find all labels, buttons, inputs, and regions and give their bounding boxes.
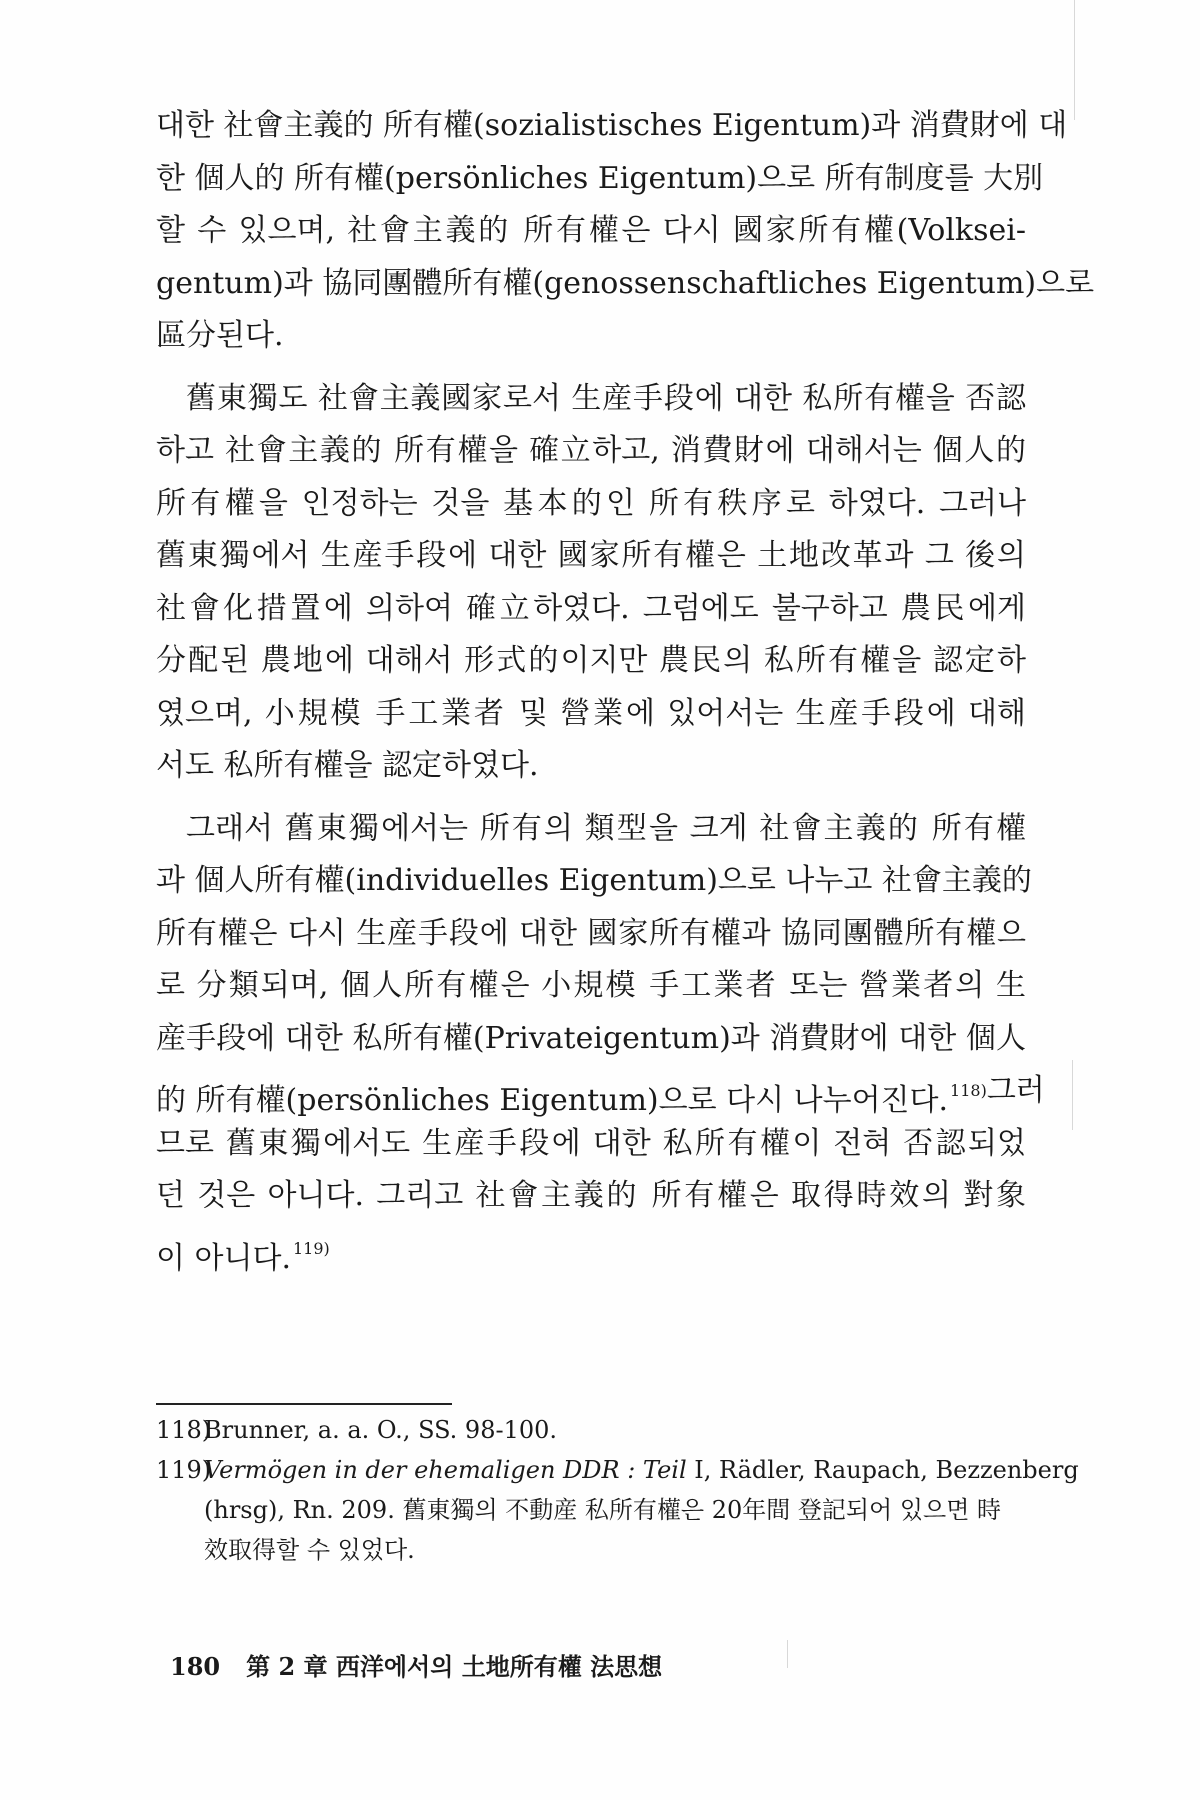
text-line: 舊東獨에서 生産手段에 대한 國家所有權은 土地改革과 그 後의 [156, 538, 1026, 573]
text-line: 던 것은 아니다. 그리고 社會主義的 所有權은 取得時效의 對象 [156, 1178, 1026, 1213]
text-line: 分配된 農地에 대해서 形式的이지만 農民의 私所有權을 認定하 [156, 643, 1026, 678]
text-line: 舊東獨도 社會主義國家로서 生産手段에 대한 私所有權을 否認 [186, 380, 1026, 416]
text-segment: 그러 [986, 1073, 1045, 1108]
footnote-number: 119) [156, 1456, 212, 1484]
footnote-ref-119[interactable]: 119) [293, 1238, 330, 1258]
footnote-118 [156, 1410, 1026, 1450]
footnote-text: Brunner, a. a. O., SS. 98-100. [204, 1416, 558, 1444]
text-line: 할 수 있으며, 社會主義的 所有權은 다시 國家所有權(Volksei- [156, 213, 1026, 248]
text-line: 그래서 舊東獨에서는 所有의 類型을 크게 社會主義的 所有權 [186, 810, 1026, 846]
text-line: 므로 舊東獨에서도 生産手段에 대한 私所有權이 전혀 否認되었 [156, 1125, 1026, 1161]
text-line: 대한 社會主義的 所有權(sozialistisches Eigentum)과 消費財에 대 [156, 108, 1068, 143]
footnote-line [204, 1450, 1079, 1490]
text-line: 한 個人的 所有權(persönliches Eigentum)으로 所有制度를 大別 [156, 160, 1044, 196]
footnote-line: 效取得할 수 있었다. [204, 1536, 415, 1564]
text-line: 로 分類되며, 個人所有權은 小規模 手工業者 또는 營業者의 生 [156, 968, 1026, 1003]
footnote-title: Vermögen in der ehemaligen DDR : Teil [204, 1456, 687, 1484]
scan-edge-mark [787, 1640, 788, 1668]
footnotes [156, 1410, 1079, 1570]
paragraph-3 [156, 803, 1045, 1276]
footnote-line: (hrsg), Rn. 209. 舊東獨의 不動産 私所有權은 20年間 登記되어 있으면 時 [204, 1496, 1002, 1524]
footnote-119 [156, 1450, 1079, 1570]
text-line [156, 1065, 1045, 1118]
text-line: gentum)과 協同團體所有權(genossenschaftliches Eigentum)으로 [156, 265, 1095, 301]
text-line: 産手段에 대한 私所有權(Privateigentum)과 消費財에 대한 個人 [156, 1020, 1026, 1056]
footnote-text [204, 1450, 1079, 1570]
main-text [156, 100, 1095, 1285]
footnote-number: 118) [156, 1416, 212, 1444]
scan-edge-mark [1072, 1060, 1073, 1130]
text-line: 所有權은 다시 生産手段에 대한 國家所有權과 協同團體所有權으 [156, 915, 1026, 951]
footnote-ref-118[interactable]: 118) [950, 1081, 987, 1100]
text-segment: 이 아니다. [156, 1240, 291, 1276]
running-title: 第 2 章 西洋에서의 土地所有權 法思想 [246, 1652, 663, 1681]
text-line: 과 個人所有權(individuelles Eigentum)으로 나누고 社會主義的 [156, 863, 1032, 898]
scan-edge-mark [1074, 0, 1075, 120]
text-line: 였으며, 小規模 手工業者 및 營業에 있어서는 生産手段에 대해 [156, 695, 1026, 731]
paragraph-1 [156, 100, 1095, 363]
page-number: 180 [170, 1652, 221, 1681]
text-line: 하고 社會主義的 所有權을 確立하고, 消費財에 대해서는 個人的 [156, 433, 1026, 468]
footnote-divider [156, 1403, 452, 1405]
paragraph-2 [156, 373, 1026, 793]
running-footer [170, 1647, 662, 1682]
text-line: 서도 私所有權을 認定하였다. [156, 748, 539, 783]
text-segment: 的 所有權(persönliches Eigentum)으로 다시 나누어진다. [156, 1083, 949, 1118]
text-line: 社會化措置에 의하여 確立하였다. 그럼에도 불구하고 農民에게 [156, 590, 1026, 626]
text-line [156, 1223, 1026, 1276]
text-segment: Ⅰ, Rädler, Raupach, Bezzenberg [694, 1456, 1079, 1484]
text-line: 所有權을 인정하는 것을 基本的인 所有秩序로 하였다. 그러나 [156, 485, 1026, 521]
text-line: 區分된다. [156, 318, 284, 353]
text-line-main [156, 1065, 987, 1118]
